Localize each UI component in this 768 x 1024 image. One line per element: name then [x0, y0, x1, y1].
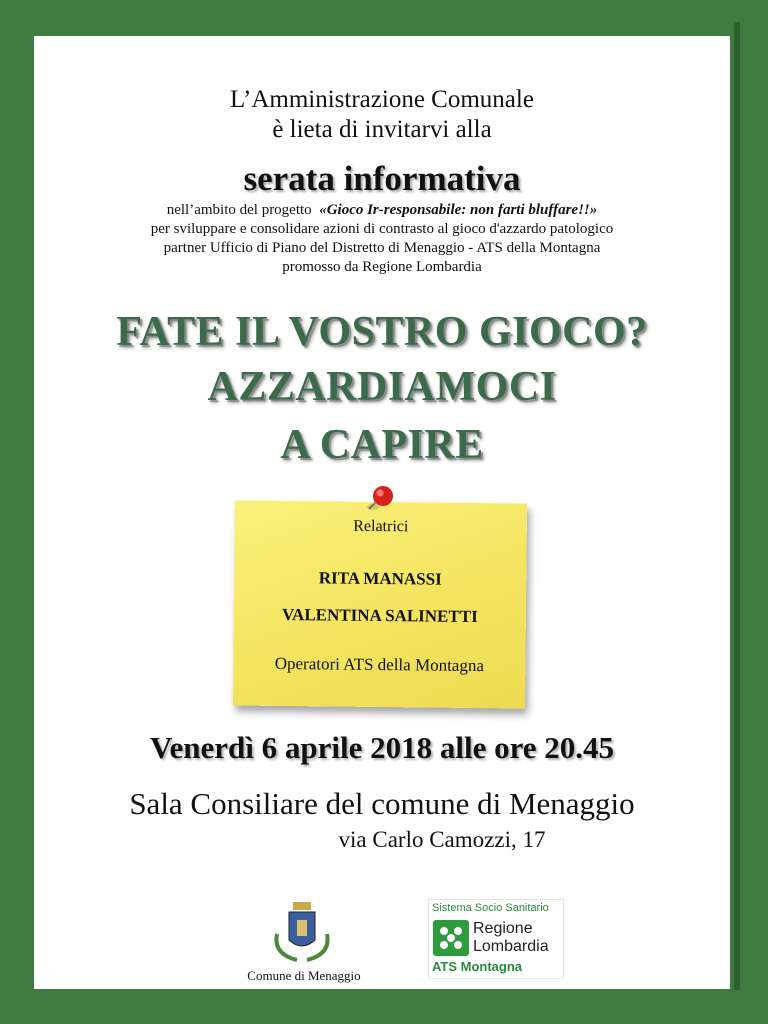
speaker-2: VALENTINA SALINETTI [281, 604, 478, 627]
logo-ats-text: ATS Montagna [432, 959, 523, 974]
regione-lombardia-logo [428, 899, 564, 979]
promoter-line: promosso da Regione Lombardia [282, 259, 482, 275]
logo-region-line-1: Regione [473, 920, 533, 937]
rosa-camuna-icon [433, 920, 469, 956]
purpose-line: per sviluppare e consolidare azioni di contrasto al gioco d'azzardo patologico [150, 221, 614, 237]
poster-sheet [34, 36, 730, 989]
logo-region-line-2: Lombardia [473, 938, 549, 955]
speakers-role: Operatori ATS della Montagna [274, 653, 485, 676]
headline-line-3: A CAPIRE [280, 422, 484, 468]
headline-line-2: AZZARDIAMOCI [207, 364, 557, 410]
intro-line-2: è lieta di invitarvi alla [272, 116, 492, 143]
event-date-time: Venerdì 6 aprile 2018 alle ore 20.45 [149, 730, 615, 765]
project-name: «Gioco Ir-responsabile: non farti bluffare!!» [319, 202, 598, 218]
partner-line: partner Ufficio di Piano del Distretto di Menaggio - ATS della Montagna [163, 240, 601, 256]
frame-border [734, 22, 740, 990]
project-prefix: nell’ambito del progetto [166, 202, 312, 218]
intro-line-1: L’Amministrazione Comunale [230, 86, 534, 113]
event-venue: Sala Consiliare del comune di Menaggio [129, 786, 635, 821]
crest-label: Comune di Menaggio [247, 968, 361, 983]
logo-system-text: Sistema Socio Sanitario [432, 902, 549, 914]
speakers-label: Relatrici [353, 517, 409, 536]
speaker-1: RITA MANASSI [318, 568, 442, 589]
headline-line-1: FATE IL VOSTRO GIOCO? [116, 309, 648, 355]
project-line [34, 202, 730, 219]
event-type-title: serata informativa [243, 159, 521, 198]
event-address: via Carlo Camozzi, 17 [338, 827, 546, 852]
municipal-crest-icon [267, 896, 337, 964]
push-pin-icon [359, 481, 399, 521]
sticky-note [233, 500, 527, 708]
